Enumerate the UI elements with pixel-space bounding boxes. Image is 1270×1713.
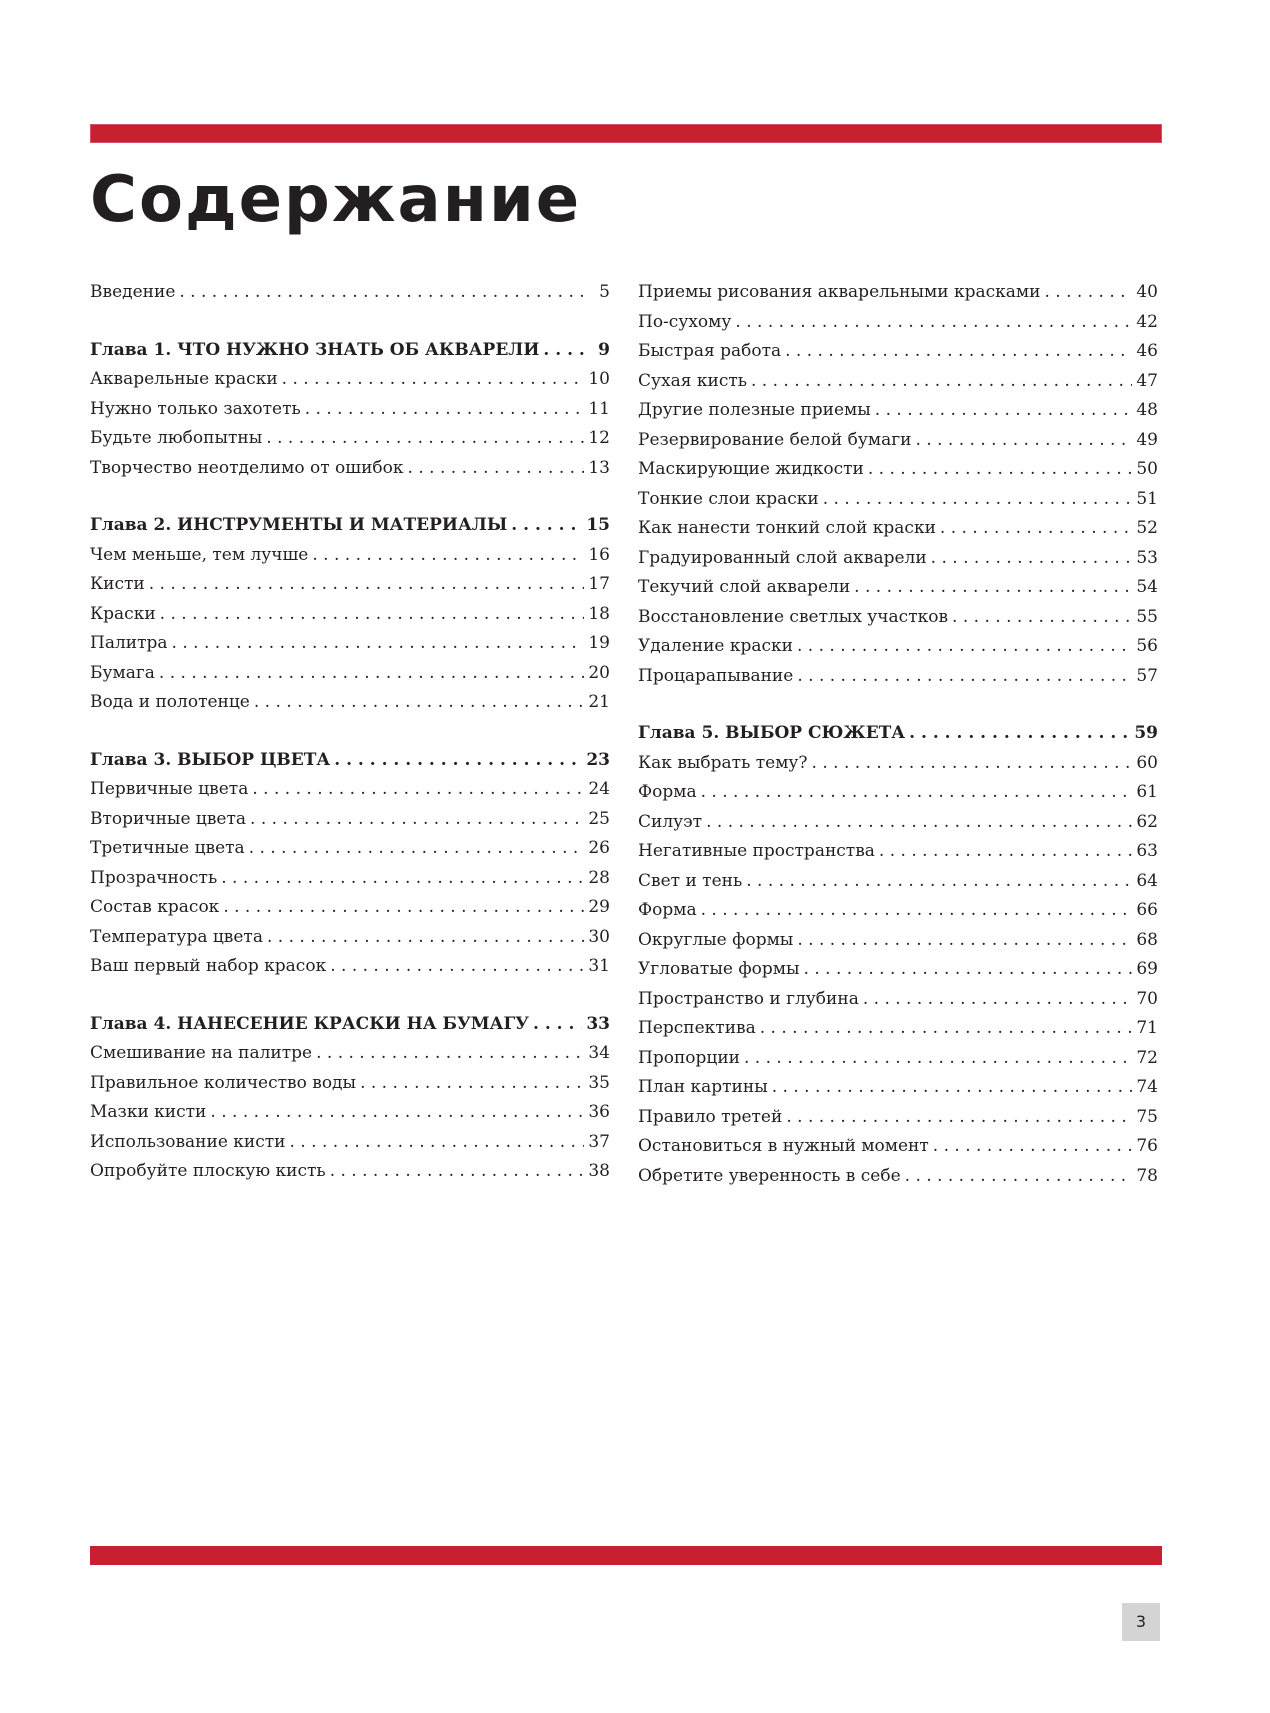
toc-entry-page: 37 [588,1131,610,1152]
toc-entry[interactable] [638,337,1158,367]
toc-entry-page: 75 [1136,1106,1158,1127]
toc-entry[interactable] [638,1014,1158,1044]
toc-entry[interactable] [638,808,1158,838]
toc-entry-title: Пространство и глубина [638,988,859,1009]
toc-entry-title: Восстановление светлых участков [638,606,949,627]
dot-leader [149,570,584,600]
toc-entry-page: 33 [586,1013,610,1034]
toc-entry-title: Нужно только захотеть [90,398,301,419]
toc-entry[interactable] [638,544,1158,574]
toc-entry-title: Форма [638,900,697,920]
toc-entry-page: 68 [1136,929,1158,950]
dot-leader [305,395,584,425]
toc-entry-page: 10 [588,369,610,389]
toc-entry-page: 23 [586,749,610,770]
dot-leader [797,632,1132,662]
toc-entry-title: Округлые формы [638,929,794,950]
dot-leader [533,1010,582,1040]
toc-entry-title: Форма [638,782,697,802]
toc-entry-page: 76 [1136,1136,1158,1156]
toc-entry-page: 70 [1136,988,1158,1009]
dot-leader [915,426,1132,456]
toc-entry[interactable] [90,864,610,894]
dot-leader [868,455,1132,485]
toc-entry[interactable] [90,952,610,982]
toc-entry-page: 26 [588,838,610,858]
toc-entry[interactable] [638,1044,1158,1074]
dot-leader [760,1014,1132,1044]
toc-entry-title: Силуэт [638,811,703,832]
toc-entry-title: Сухая кисть [638,370,747,391]
toc-entry[interactable] [90,454,610,484]
toc-entry[interactable] [638,985,1158,1015]
toc-entry-title: Глава 5. ВЫБОР СЮЖЕТА [638,723,906,743]
toc-entry-title: Свет и тень [638,870,743,891]
dot-leader [1044,278,1132,308]
toc-entry[interactable] [90,923,610,953]
toc-entry[interactable] [638,396,1158,426]
toc-entry-page: 59 [1134,723,1158,743]
dot-leader [854,573,1132,603]
top-red-rule [90,124,1162,143]
toc-entry-page: 9 [598,339,610,360]
toc-entry-title: Как выбрать тему? [638,752,808,773]
toc-entry-page: 66 [1136,900,1158,920]
toc-entry-page: 40 [1136,282,1158,302]
toc-entry-title: Бумага [90,662,155,683]
toc-entry[interactable] [90,775,610,805]
toc-entry[interactable] [638,955,1158,985]
dot-leader [160,600,584,630]
toc-entry-page: 24 [588,779,610,799]
toc-entry-title: Пропорции [638,1047,740,1068]
toc-entry-page: 47 [1136,370,1158,391]
dot-leader [179,278,584,308]
toc-entry[interactable] [90,278,610,308]
toc-entry-page: 20 [588,662,610,683]
toc-entry-page: 64 [1136,870,1158,891]
toc-entry-page: 29 [588,897,610,917]
toc-entry-page: 15 [586,515,610,535]
toc-entry-page: 42 [1136,311,1158,332]
toc-entry-page: 51 [1136,488,1158,509]
toc-entry[interactable] [90,1157,610,1187]
toc-entry-page: 31 [588,956,610,976]
toc-entry[interactable] [638,308,1158,338]
toc-entry[interactable] [638,278,1158,308]
dot-leader [282,365,584,395]
toc-entry-title: Будьте любопытны [90,428,263,448]
toc-entry[interactable] [638,485,1158,515]
dot-leader [290,1128,584,1158]
dot-leader [408,454,584,484]
toc-entry-page: 16 [588,544,610,565]
toc-entry-title: Быстрая работа [638,341,782,361]
dot-leader [254,688,584,718]
toc-entry-page: 30 [588,926,610,947]
toc-entry-page: 60 [1136,752,1158,773]
toc-entry[interactable] [638,867,1158,897]
toc-entry-title: Остановиться в нужный момент [638,1136,929,1156]
toc-entry-page: 38 [588,1161,610,1181]
toc-entry-page: 18 [588,603,610,624]
toc-entry[interactable] [638,1103,1158,1133]
dot-leader [905,1162,1132,1192]
dot-leader [221,864,584,894]
toc-entry[interactable] [638,926,1158,956]
toc-entry-title: Введение [90,282,176,302]
toc-entry-page: 13 [588,457,610,478]
dot-leader [812,749,1132,779]
toc-entry[interactable] [638,1162,1158,1192]
dot-leader [785,337,1132,367]
toc-entry[interactable] [90,424,610,454]
toc-entry-title: Ваш первый набор красок [90,956,327,976]
toc-entry-title: Смешивание на палитре [90,1043,313,1063]
toc-entry[interactable] [90,570,610,600]
toc-entry-page: 19 [588,633,610,653]
toc-entry-page: 12 [588,428,610,448]
toc-entry-title: Удаление краски [638,636,793,656]
dot-leader [210,1098,584,1128]
toc-entry-title: Негативные пространства [638,841,875,861]
toc-chapter-entry[interactable] [638,719,1158,749]
toc-entry-page: 25 [588,808,610,829]
toc-entry[interactable] [638,632,1158,662]
dot-leader [952,603,1132,633]
dot-leader [360,1069,584,1099]
dot-leader [252,775,584,805]
toc-entry-page: 52 [1136,518,1158,538]
toc-entry[interactable] [638,749,1158,779]
dot-leader [940,514,1132,544]
page-number: 3 [1122,1603,1160,1641]
toc-entry[interactable] [90,659,610,689]
toc-entry[interactable] [90,1069,610,1099]
toc-entry-title: Обретите уверенность в себе [638,1165,901,1186]
dot-leader [250,805,584,835]
toc-entry-title: Градуированный слой акварели [638,547,927,568]
toc-entry-page: 53 [1136,547,1158,568]
toc-entry[interactable] [638,896,1158,926]
toc-entry[interactable] [90,834,610,864]
toc-entry-title: Глава 1. ЧТО НУЖНО ЗНАТЬ ОБ АКВАРЕЛИ [90,339,540,360]
dot-leader [797,926,1132,956]
toc-entry[interactable] [638,603,1158,633]
page-title: Содержание [90,163,582,237]
toc-entry-title: Правильное количество воды [90,1072,357,1093]
toc-entry[interactable] [638,573,1158,603]
toc-entry-title: Опробуйте плоскую кисть [90,1161,326,1181]
dot-leader [701,896,1132,926]
toc-entry-title: Состав красок [90,897,220,917]
toc-entry[interactable] [638,514,1158,544]
toc-entry-page: 55 [1136,606,1158,627]
toc-entry-title: Текучий слой акварели [638,577,851,597]
toc-chapter-entry[interactable] [90,336,610,366]
dot-leader [511,511,582,541]
toc-entry-title: Вода и полотенце [90,692,250,712]
toc-entry[interactable] [638,426,1158,456]
toc-entry[interactable] [90,1039,610,1069]
toc-entry-page: 71 [1136,1018,1158,1038]
dot-leader [863,985,1132,1015]
toc-entry-title: Творчество неотделимо от ошибок [90,457,404,478]
toc-left-column [90,278,610,1187]
toc-entry-title: Перспектива [638,1018,756,1038]
toc-entry-title: Правило третей [638,1106,783,1127]
toc-entry[interactable] [638,1073,1158,1103]
dot-leader [772,1073,1132,1103]
toc-entry-page: 72 [1136,1047,1158,1068]
toc-entry-title: Маскирующие жидкости [638,459,864,479]
toc-entry[interactable] [638,837,1158,867]
toc-entry-title: Глава 3. ВЫБОР ЦВЕТА [90,749,331,770]
dot-leader [751,367,1132,397]
toc-entry[interactable] [90,1098,610,1128]
toc-entry-page: 78 [1136,1165,1158,1186]
dot-leader [316,1039,584,1069]
dot-leader [159,659,584,689]
toc-entry-title: Глава 4. НАНЕСЕНИЕ КРАСКИ НА БУМАГУ [90,1013,529,1034]
toc-entry-title: Использование кисти [90,1131,286,1152]
dot-leader [823,485,1132,515]
dot-leader [312,541,584,571]
toc-entry-page: 61 [1136,782,1158,802]
toc-entry[interactable] [90,395,610,425]
toc-entry-page: 50 [1136,459,1158,479]
toc-entry-title: Акварельные краски [90,369,278,389]
toc-entry-title: Как нанести тонкий слой краски [638,518,936,538]
toc-entry-title: Краски [90,603,156,624]
dot-leader [746,867,1132,897]
toc-entry-title: Чем меньше, тем лучше [90,544,309,565]
toc-entry-title: Вторичные цвета [90,808,247,829]
dot-leader [266,424,584,454]
dot-leader [875,396,1132,426]
toc-right-column [638,278,1158,1191]
toc-chapter-entry[interactable] [90,1010,610,1040]
toc-entry-page: 49 [1136,429,1158,450]
toc-chapter-entry[interactable] [90,746,610,776]
dot-leader [933,1132,1132,1162]
toc-entry-page: 17 [588,574,610,594]
toc-entry[interactable] [90,805,610,835]
toc-entry-page: 63 [1136,841,1158,861]
dot-leader [797,662,1132,692]
toc-entry-page: 34 [588,1043,610,1063]
dot-leader [931,544,1132,574]
toc-entry-page: 28 [588,867,610,888]
dot-leader [879,837,1132,867]
dot-leader [267,923,584,953]
toc-entry[interactable] [90,893,610,923]
toc-entry[interactable] [638,1132,1158,1162]
toc-entry-page: 48 [1136,400,1158,420]
dot-leader [330,952,584,982]
toc-entry[interactable] [90,600,610,630]
toc-entry[interactable] [638,455,1158,485]
dot-leader [249,834,584,864]
toc-entry-title: Процарапывание [638,665,794,686]
toc-entry-page: 62 [1136,811,1158,832]
dot-leader [223,893,584,923]
toc-entry-title: Температура цвета [90,926,263,947]
dot-leader [543,336,584,366]
toc-entry-title: Другие полезные приемы [638,400,871,420]
bottom-red-rule [90,1546,1162,1565]
toc-entry-page: 5 [599,282,610,302]
toc-entry-page: 54 [1136,577,1158,597]
toc-entry-title: Палитра [90,633,168,653]
dot-leader [172,629,584,659]
toc-entry-title: Прозрачность [90,867,218,888]
toc-entry[interactable] [638,778,1158,808]
toc-entry-page: 46 [1136,341,1158,361]
toc-chapter-entry[interactable] [90,511,610,541]
toc-entry-page: 57 [1136,665,1158,686]
dot-leader [909,719,1130,749]
toc-entry-title: Третичные цвета [90,838,245,858]
toc-entry-title: Тонкие слои краски [638,488,819,509]
dot-leader [804,955,1132,985]
toc-entry[interactable] [638,662,1158,692]
toc-entry-title: Мазки кисти [90,1102,207,1122]
toc-entry[interactable] [90,688,610,718]
toc-entry-title: Кисти [90,574,145,594]
toc-entry[interactable] [90,629,610,659]
toc-entry-page: 36 [588,1102,610,1122]
toc-entry-title: Резервирование белой бумаги [638,429,912,450]
toc-entry-title: Приемы рисования акварельными красками [638,282,1041,302]
toc-entry-title: План картины [638,1077,768,1097]
toc-entry-page: 11 [588,398,610,419]
dot-leader [786,1103,1132,1133]
toc-entry-page: 35 [588,1072,610,1093]
toc-entry-page: 21 [588,692,610,712]
dot-leader [330,1157,584,1187]
toc-entry-page: 69 [1136,959,1158,979]
toc-entry[interactable] [638,367,1158,397]
toc-entry-title: Глава 2. ИНСТРУМЕНТЫ И МАТЕРИАЛЫ [90,515,508,535]
dot-leader [706,808,1132,838]
toc-entry-page: 74 [1136,1077,1158,1097]
dot-leader [735,308,1132,338]
dot-leader [334,746,582,776]
dot-leader [744,1044,1132,1074]
dot-leader [701,778,1132,808]
toc-entry[interactable] [90,365,610,395]
toc-entry-title: Угловатые формы [638,959,800,979]
toc-entry[interactable] [90,1128,610,1158]
toc-entry-page: 56 [1136,636,1158,656]
toc-entry-title: По-сухому [638,311,732,332]
toc-entry-title: Первичные цвета [90,779,249,799]
toc-entry[interactable] [90,541,610,571]
